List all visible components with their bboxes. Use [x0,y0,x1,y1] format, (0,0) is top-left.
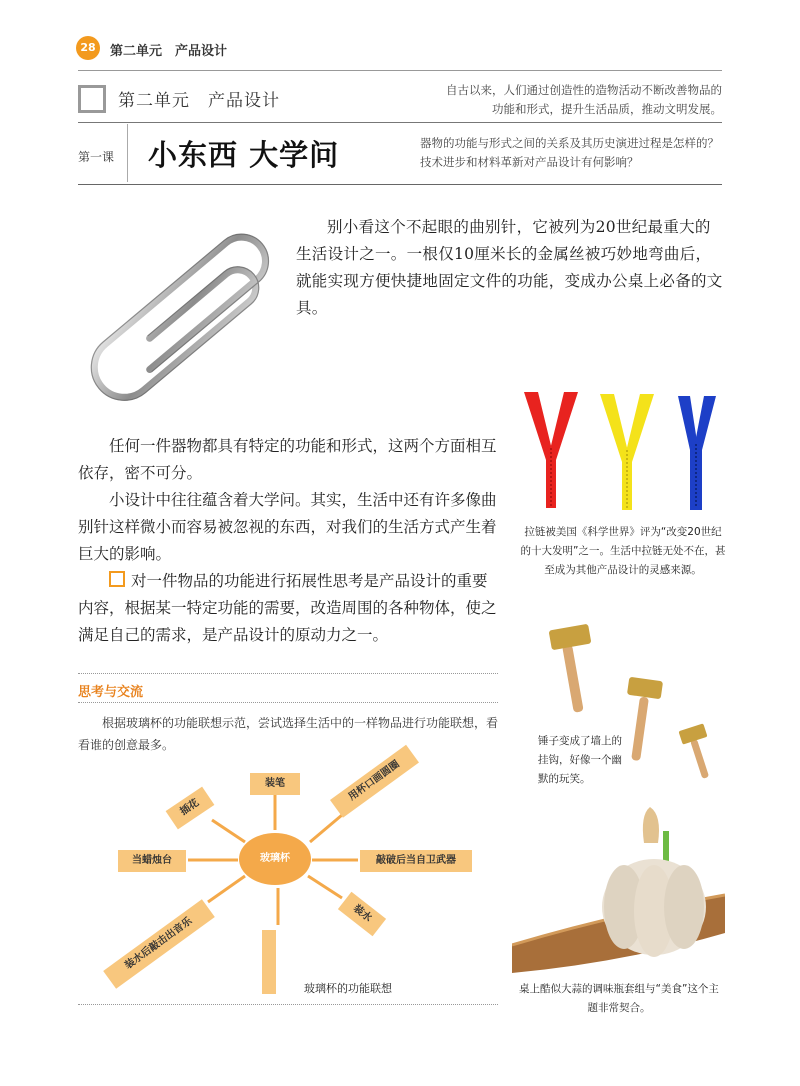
garlic-caption: 桌上酷似大蒜的调味瓶套组与“美食”这个主题非常契合。 [519,983,719,1014]
blue-zipper-icon [678,396,716,510]
association-diagram-lines [100,770,480,1000]
diagram-node-flower: 插花 [166,787,215,830]
header-rule [78,70,722,71]
garlic-set-image [512,795,725,975]
unit-title: 第二单元 产品设计 [118,91,280,111]
diagram-node-pen-holder: 装笔 [250,773,300,795]
diagram-center-node: 玻璃杯 [239,833,311,885]
intro-paragraph: 别小看这个不起眼的曲别针，它被列为20世纪最重大的生活设计之一。一根仅10厘米长的金属丝被巧妙地弯曲后，就能实现方便快捷地固定文件的功能，变成办公桌上必备的文具。 [296,218,723,317]
lesson-title: 小东西 大学问 [148,138,340,172]
yellow-zipper-icon [600,394,654,510]
lesson-label: 第一课 [78,150,115,164]
paragraph-3-text: 对一件物品的功能进行拓展性思考是产品设计的重要内容，根据某一特定功能的需要，改造周围的各种物体，使之满足自己的需求，是产品设计的原动力之一。 [78,572,497,644]
running-head: 第二单元 产品设计 [110,44,228,59]
diagram-node-hold-water: 装水 [338,892,386,936]
diagram-caption: 玻璃杯的功能联想 [304,982,392,995]
garlic-icon [602,807,706,957]
diagram-empty-node [262,930,276,994]
diagram-node-candle: 当蜡烛台 [118,850,186,872]
square-bullet-icon [109,571,125,587]
main-text [78,433,502,649]
think-text: 根据玻璃杯的功能联想示范，尝试选择生活中的一样物品进行功能联想，看看谁的创意最多。 [78,716,499,752]
think-title: 思考与交流 [78,685,144,700]
think-bottom-rule [78,1004,498,1005]
hammer-icon [678,723,709,779]
unit-square-icon [78,85,106,113]
diagram-node-weapon: 敲破后当自卫武器 [360,850,472,872]
hammer-caption: 锤子变成了墙上的挂钩，好像一个幽默的玩笑。 [538,735,622,785]
think-top-rule [78,673,498,674]
page-number: 28 [76,36,100,60]
lesson-divider [127,124,128,182]
zipper-caption: 拉链被美国《科学世界》评为“改变20世纪的十大发明”之一。生活中拉链无处不在，甚至成为其他产品设计的灵感来源。 [520,526,726,576]
lesson-rule [78,184,722,185]
unit-description: 自古以来，人们通过创造性的造物活动不断改善物品的功能和形式，提升生活品质，推动文明发展。 [446,83,722,116]
think-title-rule [78,702,498,703]
hammer-icon [549,624,592,713]
red-zipper-icon [524,392,578,508]
paperclip-image [76,205,290,405]
zipper-image [516,388,722,512]
unit-rule [78,122,722,123]
paragraph-1: 任何一件器物都具有特定的功能和形式，这两个方面相互依存，密不可分。 [78,437,497,482]
diagram-node-draw-circle: 用杯口画圆圈 [330,745,419,818]
hammer-icon [627,677,663,761]
paragraph-3 [78,568,502,649]
diagram-node-music: 装水后敲击出音乐 [103,899,215,989]
paragraph-2: 小设计中往往蕴含着大学问。其实，生活中还有许多像曲别针这样微小而容易被忽视的东西，对我们的生活方式产生着巨大的影响。 [78,491,497,563]
lesson-description: 器物的功能与形式之间的关系及其历史演进过程是怎样的？ 技术进步和材料革新对产品设计有何影响？ [420,136,719,169]
